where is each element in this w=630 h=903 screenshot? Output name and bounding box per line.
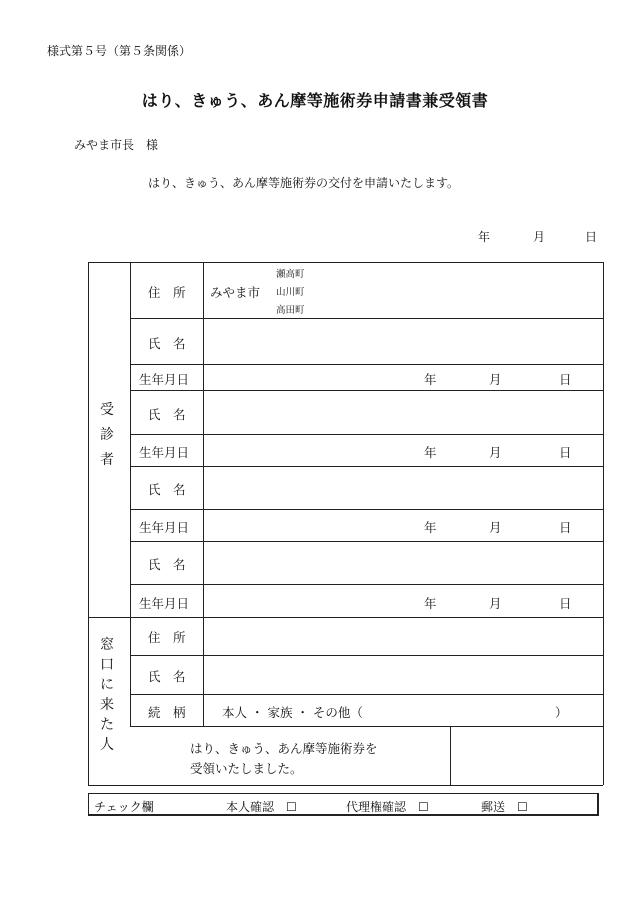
- table-top-border: [88, 262, 603, 263]
- section-char: に: [100, 677, 114, 693]
- birth-month-unit: 月: [489, 520, 502, 535]
- section-divider: [88, 617, 603, 618]
- patient-name-label: 氏 名: [148, 482, 186, 497]
- town-option: 山川町: [276, 287, 305, 298]
- row-line: [130, 318, 603, 319]
- city-name: みやま市: [210, 285, 261, 300]
- birth-day-unit: 日: [559, 596, 572, 611]
- birth-day-unit: 日: [559, 520, 572, 535]
- relation-close-paren: ）: [555, 705, 568, 720]
- visitor-relation-label: 続 柄: [148, 705, 186, 720]
- row-line: [130, 509, 603, 510]
- row-line: [130, 364, 603, 365]
- application-statement: はり、きゅう、あん摩等施術券の交付を申請いたします。: [148, 176, 460, 190]
- receipt-line-2: 受領いたしました。: [190, 761, 303, 776]
- patient-birth-label: 生年月日: [139, 520, 190, 535]
- date-day: 日: [585, 230, 598, 244]
- relation-options: 本人 ・ 家族 ・ その他（: [222, 705, 363, 720]
- section-char: 窓: [100, 637, 114, 653]
- row-line: [130, 694, 603, 695]
- birth-year-unit: 年: [424, 445, 437, 460]
- page-title: はり、きゅう、あん摩等施術券申請書兼受領書: [141, 91, 489, 110]
- birth-month-unit: 月: [489, 445, 502, 460]
- row-line: [130, 390, 603, 391]
- date-month: 月: [533, 230, 546, 244]
- patient-birth-label: 生年月日: [139, 596, 190, 611]
- receipt-line-1: はり、きゅう、あん摩等施術券を: [190, 741, 378, 756]
- patients-section-label: [100, 403, 114, 467]
- addressee: みやま市長 様: [74, 138, 159, 152]
- section-char: 口: [100, 657, 114, 673]
- mail-check[interactable]: 郵送 ☐: [481, 800, 528, 814]
- town-option: 高田町: [276, 305, 305, 316]
- section-char: 受: [100, 402, 114, 418]
- section-char: 者: [100, 452, 114, 468]
- table-left-border: [88, 262, 89, 785]
- form-number: 様式第５号（第５条関係）: [47, 44, 192, 58]
- section-char: 診: [100, 427, 114, 443]
- birth-year-unit: 年: [424, 596, 437, 611]
- col-line: [450, 726, 451, 785]
- patient-address-label: 住 所: [148, 285, 186, 300]
- check-box-row: [88, 793, 599, 816]
- birth-day-unit: 日: [559, 445, 572, 460]
- patient-name-label: 氏 名: [148, 407, 186, 422]
- patient-name-label: 氏 名: [148, 336, 186, 351]
- town-option: 瀬高町: [276, 269, 305, 280]
- birth-year-unit: 年: [424, 520, 437, 535]
- section-char: 来: [100, 697, 114, 713]
- visitor-name-label: 氏 名: [148, 669, 186, 684]
- birth-day-unit: 日: [559, 372, 572, 387]
- patient-birth-label: 生年月日: [139, 445, 190, 460]
- birth-month-unit: 月: [489, 596, 502, 611]
- row-line: [130, 584, 603, 585]
- section-char: た: [100, 717, 114, 733]
- patient-birth-label: 生年月日: [139, 372, 190, 387]
- row-line: [130, 541, 603, 542]
- table-bottom-border: [88, 785, 603, 786]
- proxy-check[interactable]: 代理権確認 ☐: [346, 800, 429, 814]
- birth-year-unit: 年: [424, 372, 437, 387]
- col-line: [203, 262, 204, 726]
- col-line: [130, 262, 131, 726]
- visitor-section-label: [100, 638, 114, 752]
- row-line: [130, 466, 603, 467]
- identity-check[interactable]: 本人確認 ☐: [226, 800, 297, 814]
- row-line: [130, 726, 603, 727]
- row-line: [130, 434, 603, 435]
- visitor-address-label: 住 所: [148, 630, 186, 645]
- date-year: 年: [478, 230, 491, 244]
- row-line: [130, 655, 603, 656]
- check-label: チェック欄: [94, 800, 154, 814]
- birth-month-unit: 月: [489, 372, 502, 387]
- table-right-border: [603, 262, 604, 785]
- patient-name-label: 氏 名: [148, 557, 186, 572]
- section-char: 人: [100, 737, 114, 753]
